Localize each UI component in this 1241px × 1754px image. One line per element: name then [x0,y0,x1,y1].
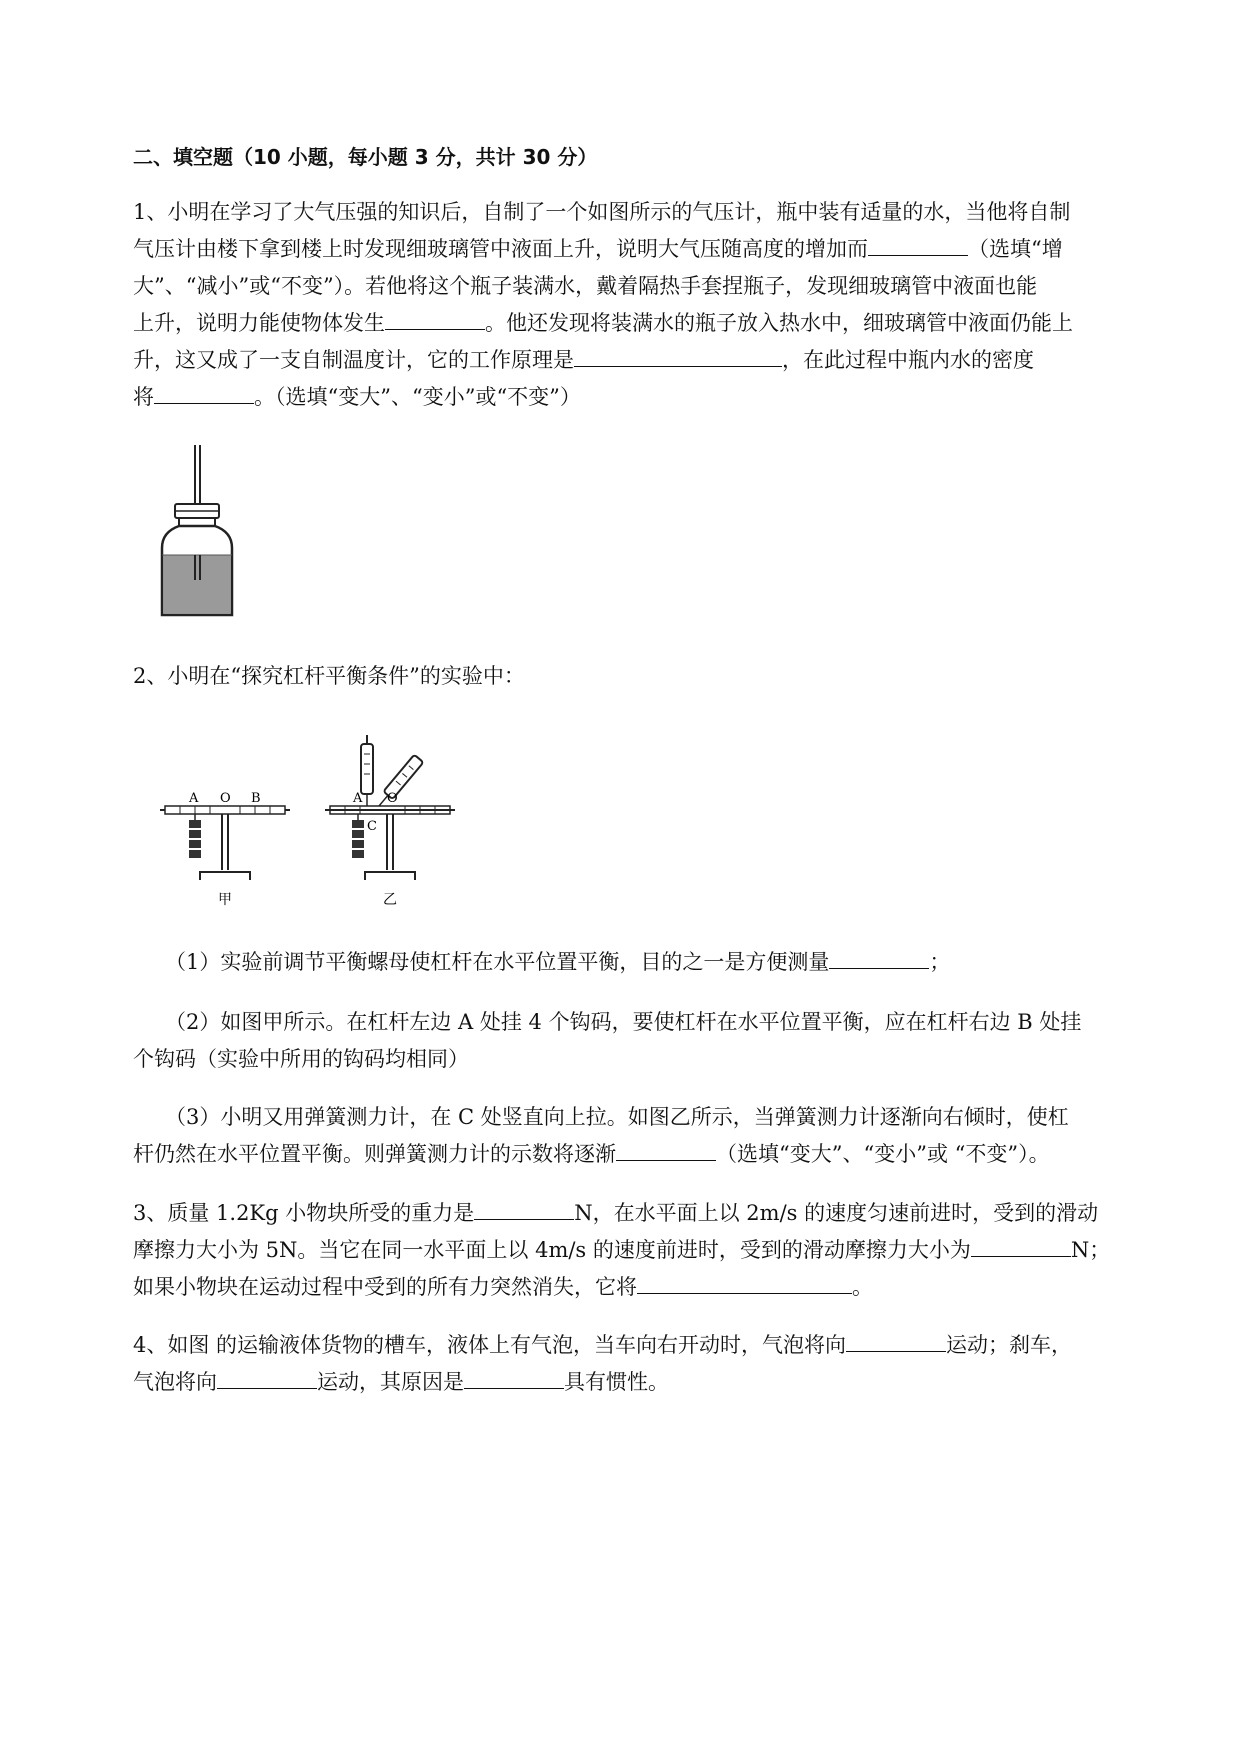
q1-line-1: 1、小明在学习了大气压强的知识后，自制了一个如图所示的气压计，瓶中装有适量的水，当他将自制 [133,200,1071,224]
lever-label-c: C [367,819,377,834]
q3-text: N，在水平面上以 2m/s 的速度匀速前进时，受到的滑动 [574,1201,1099,1225]
lever-label-o: O [220,791,231,806]
lever-label-a: A [189,791,199,806]
q3-blank-1[interactable] [474,1199,574,1220]
q1-line-3: 大”、“减小”或“不变”）。若他将这个瓶子装满水，戴着隔热手套捏瓶子，发现细玻璃管中液面也能 [133,274,1038,298]
q2-part-3-line-2 [133,1140,1050,1168]
q2-text: ； [929,950,951,974]
q4-text: 运动；刹车， [946,1333,1073,1357]
q1-text: 气压计由楼下拿到楼上时发现细玻璃管中液面上升，说明大气压随高度的增加而 [133,237,868,261]
q3-blank-3[interactable] [637,1273,852,1294]
q4-text: 具有惯性。 [564,1370,669,1394]
q4-line-2 [133,1368,669,1396]
q3-line-3 [133,1273,873,1301]
q4-blank-1[interactable] [846,1331,946,1352]
q1-blank-1[interactable] [868,235,968,256]
q4-text: 4、如图 的运输液体货物的槽车，液体上有气泡，当车向右开动时，气泡将向 [133,1333,847,1357]
q2-part-2-line-1: （2）如图甲所示。在杠杆左边 A 处挂 4 个钩码，要使杠杆在水平位置平衡，应在杠杆右边 B 处挂 [165,1010,1082,1034]
q4-text: 气泡将向 [133,1370,217,1394]
q1-blank-3[interactable] [574,346,782,367]
q2-part-3-line-1: （3）小明又用弹簧测力计，在 C 处竖直向上拉。如图乙所示，当弹簧测力计逐渐向右倾时，使杠 [165,1105,1069,1129]
barometer-bottle-figure [150,440,250,630]
q1-line-6 [133,383,581,411]
q3-line-2 [133,1236,1110,1264]
section-title: 二、填空题（10 小题，每小题 3 分，共计 30 分） [133,145,598,169]
q1-text: 升，这又成了一支自制温度计，它的工作原理是 [133,348,574,372]
q2-blank-3[interactable] [616,1140,716,1161]
q2-part-1 [165,948,950,976]
figure-label-yi: 乙 [383,892,397,908]
q2-text: （1）实验前调节平衡螺母使杠杆在水平位置平衡，目的之一是方便测量 [165,950,830,974]
lever-label-b: B [251,791,261,806]
q3-text: 如果小物块在运动过程中受到的所有力突然消失，它将 [133,1275,637,1299]
q3-text: 。 [852,1275,873,1299]
q1-text: 上升，说明力能使物体发生 [133,311,385,335]
lever-label-a: A [353,791,363,806]
q1-blank-2[interactable] [385,309,485,330]
figure-label-jia: 甲 [218,892,232,908]
q1-blank-4[interactable] [154,383,254,404]
lever-label-o: O [387,791,398,806]
lever-figure-jia [160,806,290,880]
q2-intro: 2、小明在“探究杠杆平衡条件”的实验中： [133,664,525,688]
q1-text: 。（选填“变大”、“变小”或“不变”） [254,385,581,409]
q3-text: 摩擦力大小为 5N。当它在同一水平面上以 4m/s 的速度前进时，受到的滑动摩擦力大小为 [133,1238,971,1262]
q3-text: 3、质量 1.2Kg 小物块所受的重力是 [133,1201,475,1225]
q2-text: 杆仍然在水平位置平衡。则弹簧测力计的示数将逐渐 [133,1142,616,1166]
q4-line-1 [133,1331,1072,1359]
q1-text: 将 [133,385,154,409]
lever-figure-yi [325,735,455,880]
q3-line-1 [133,1199,1098,1227]
q1-line-4 [133,309,1073,337]
q3-blank-2[interactable] [971,1236,1071,1257]
q4-blank-3[interactable] [464,1368,564,1389]
q2-text: （选填“变大”、“变小”或 “不变”）。 [716,1142,1050,1166]
q3-text: N； [1070,1238,1111,1262]
q1-text: ，在此过程中瓶内水的密度 [782,348,1034,372]
q1-line-5 [133,346,1034,374]
q1-line-2 [133,235,1063,263]
q1-text: 。他还发现将装满水的瓶子放入热水中，细玻璃管中液面仍能上 [485,311,1073,335]
q4-blank-2[interactable] [217,1368,317,1389]
q2-blank-1[interactable] [829,948,929,969]
q4-text: 运动，其原因是 [317,1370,464,1394]
q1-text: （选填“增 [968,237,1063,261]
lever-figure [155,730,495,910]
q2-part-2-line-2: 个钩码（实验中所用的钩码均相同） [133,1047,469,1071]
